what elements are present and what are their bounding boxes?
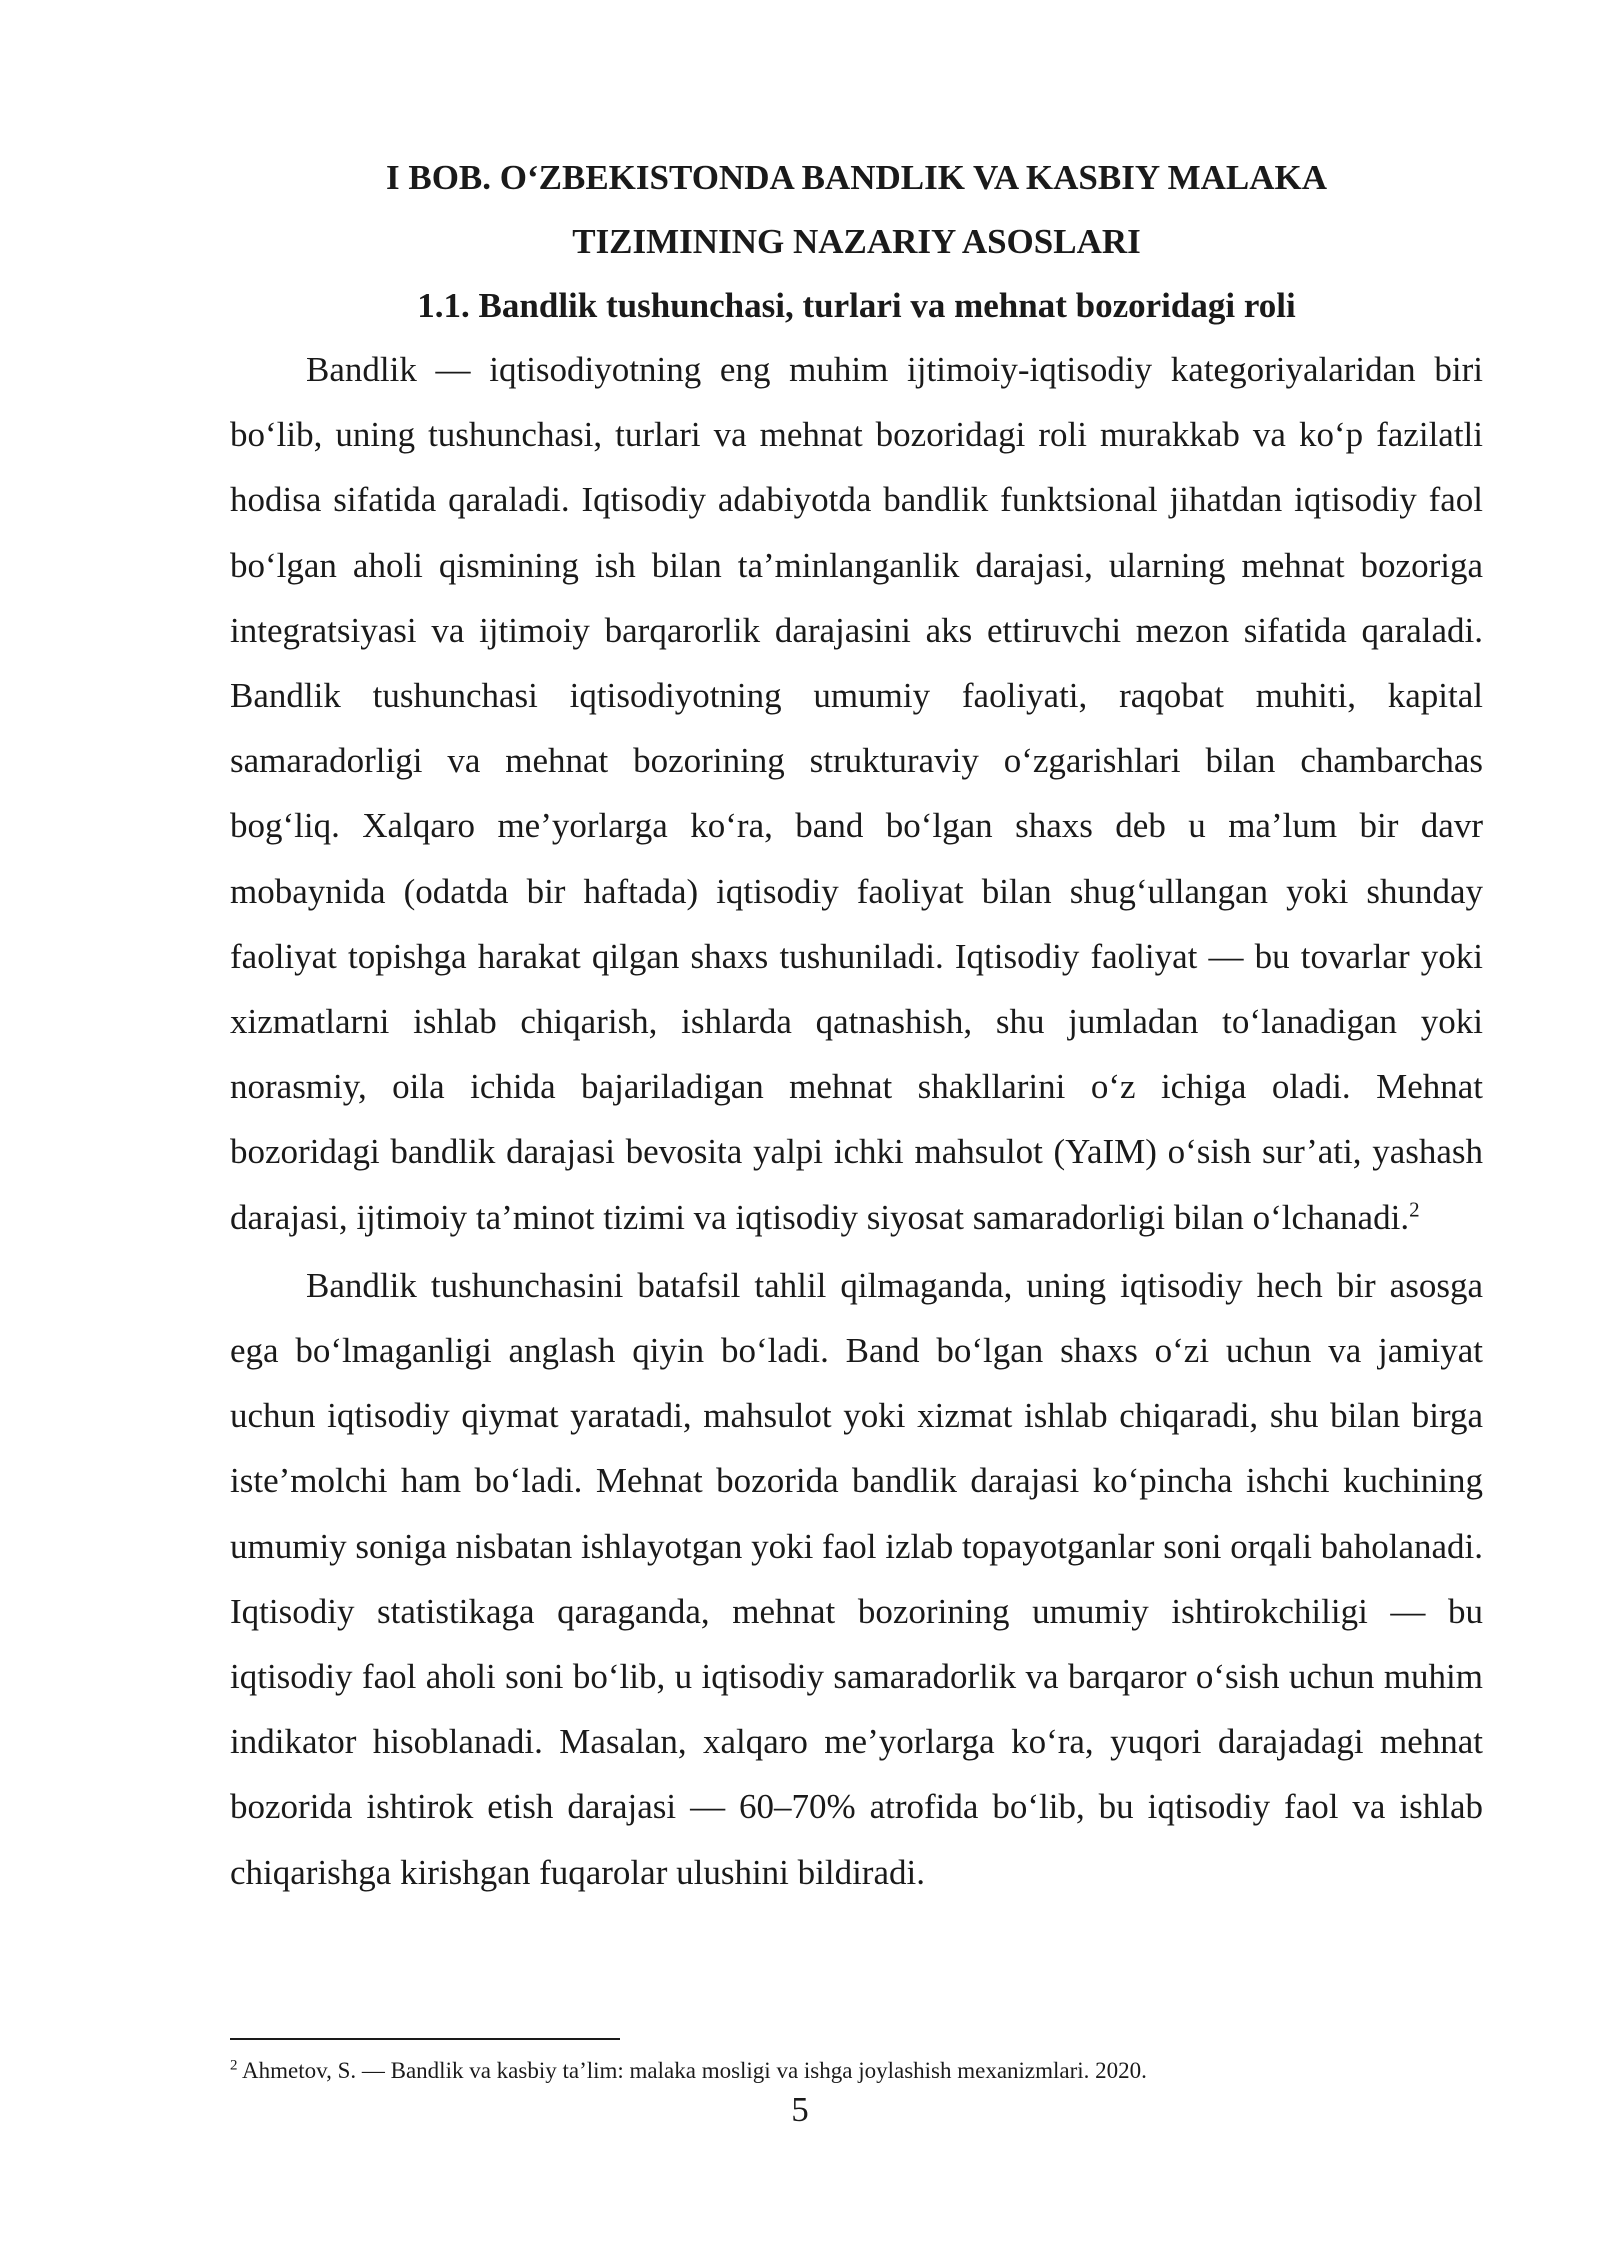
footnote-reference[interactable]: 2	[1409, 1196, 1420, 1221]
footnote-mark: 2	[230, 2057, 238, 2074]
paragraph-1	[230, 337, 1483, 1250]
body-text	[230, 337, 1483, 1905]
footnote	[230, 2054, 1483, 2088]
footnote-text: Ahmetov, S. — Bandlik va kasbiy ta’lim: malaka mosligi va ishga joylashish mexanizmlari. 2020.	[237, 2058, 1147, 2083]
footnote-separator	[230, 2038, 620, 2040]
section-title: 1.1. Bandlik tushunchasi, turlari va mehnat bozoridagi roli	[417, 286, 1296, 325]
chapter-title-line-2: TIZIMINING NAZARIY ASOSLARI	[572, 222, 1141, 261]
paragraph-2	[230, 1253, 1483, 1905]
chapter-title-line-1: I BOB. O‘ZBEKISTONDA BANDLIK VA KASBIY MALAKA	[385, 158, 1328, 197]
page-number: 5	[791, 2090, 809, 2129]
paragraph-2-text: Bandlik tushunchasini batafsil tahlil qilmaganda, uning iqtisodiy hech bir asosga ega bo‘lmaganligi anglash qiyin bo‘ladi. Band bo‘lgan shaxs o‘zi uchun va jamiyat uchun iqtisodiy qiymat yaratadi, mahsulot yoki xizmat ishlab chiqaradi, shu bilan birga iste’molchi ham bo‘ladi. Mehnat bozorida bandlik darajasi ko‘pincha ishchi kuchining umumiy soniga nisbatan ishlayotgan yoki faol izlab topayotganlar soni orqali baholanadi. Iqtisodiy statistikaga qaraganda, mehnat bozorining umumiy ishtirokchiligi — bu iqtisodiy faol aholi soni bo‘lib, u iqtisodiy samaradorlik va barqaror o‘sish uchun muhim indikator hisoblanadi. Masalan, xalqaro me’yorlarga ko‘ra, yuqori darajadagi mehnat bozorida ishtirok etish darajasi — 60–70% atrofida bo‘lib, bu iqtisodiy faol va ishlab chiqarishga kirishgan fuqarolar ulushini bildiradi.	[230, 1265, 1483, 1892]
chapter-title	[230, 146, 1483, 274]
paragraph-1-text: Bandlik — iqtisodiyotning eng muhim ijtimoiy-iqtisodiy kategoriyalaridan biri bo‘lib, uning tushunchasi, turlari va mehnat bozoridagi roli murakkab va ko‘p fazilatli hodisa sifatida qaraladi. Iqtisodiy adabiyotda bandlik funktsional jihatdan iqtisodiy faol bo‘lgan aholi qismining ish bilan ta’minlanganlik darajasi, ularning mehnat bozoriga integratsiyasi va ijtimoiy barqarorlik darajasini aks ettiruvchi mezon sifatida qaraladi. Bandlik tushunchasi iqtisodiyotning umumiy faoliyati, raqobat muhiti, kapital samaradorligi va mehnat bozorining strukturaviy o‘zgarishlari bilan chambarchas bog‘liq. Xalqaro me’yorlarga ko‘ra, band bo‘lgan shaxs deb u ma’lum bir davr mobaynida (odatda bir haftada) iqtisodiy faoliyat bilan shug‘ullangan yoki shunday faoliyat topishga harakat qilgan shaxs tushuniladi. Iqtisodiy faoliyat — bu tovarlar yoki xizmatlarni ishlab chiqarish, ishlarda qatnashish, shu jumladan to‘lanadigan yoki norasmiy, oila ichida bajariladigan mehnat shakllarini o‘z ichiga oladi. Mehnat bozoridagi bandlik darajasi bevosita yalpi ichki mahsulot (YaIM) o‘sish sur’ati, yashash darajasi, ijtimoiy ta’minot tizimi va iqtisodiy siyosat samaradorligi bilan o‘lchanadi.	[230, 350, 1483, 1237]
